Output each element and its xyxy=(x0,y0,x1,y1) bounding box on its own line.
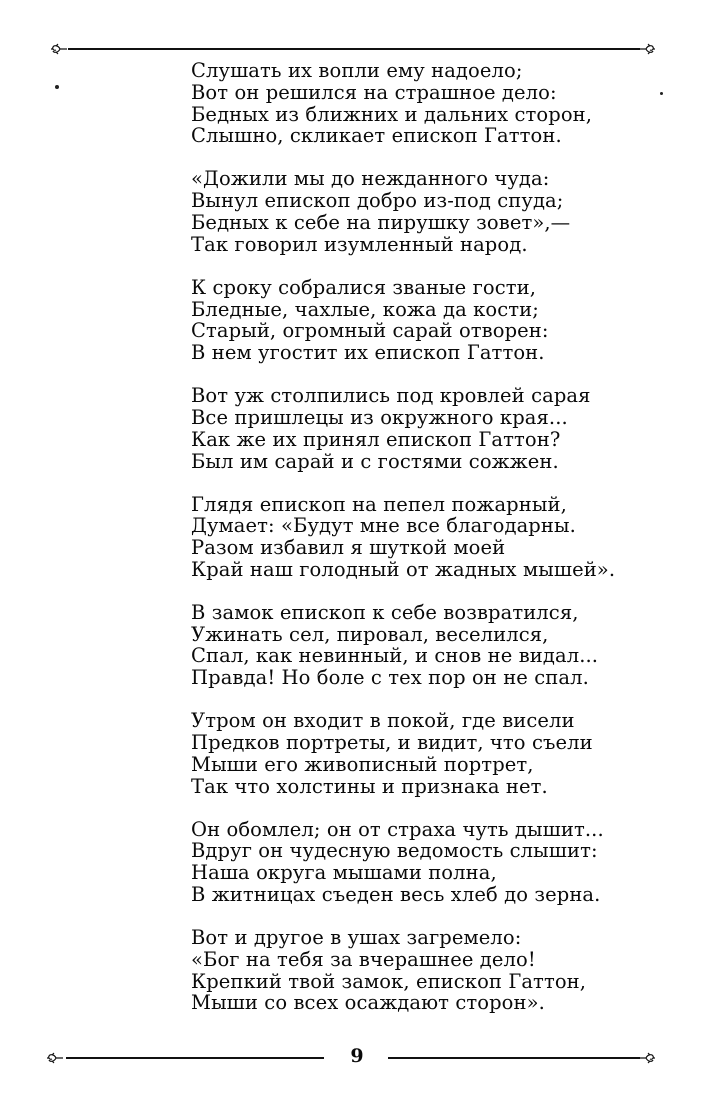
verse-line: В нем угостит их епископ Гаттон. xyxy=(191,341,545,365)
verse-line: Глядя епископ на пепел пожарный, xyxy=(191,492,567,516)
verse-line: Разом избавил я шуткой моей xyxy=(191,536,506,560)
stanza xyxy=(191,168,671,255)
stanza xyxy=(191,819,671,906)
verse-line: Был им сарай и с гостями сожжен. xyxy=(191,449,559,473)
stanza xyxy=(191,60,671,147)
verse-line: Правда! Но боле с тех пор он не спал. xyxy=(191,666,589,690)
print-speck xyxy=(55,85,59,89)
verse-line: Утром он входит в покой, где висели xyxy=(191,709,575,733)
verse-line: Мыши со всех осаждают сторон». xyxy=(191,991,545,1015)
stanza xyxy=(191,710,671,797)
verse-line: Как же их принял епископ Гаттон? xyxy=(191,427,561,451)
poem-text xyxy=(191,60,671,1035)
verse-line: Крепкий твой замок, епископ Гаттон, xyxy=(191,969,587,993)
verse-line: Бедных из ближних и дальних сторон, xyxy=(191,102,593,126)
stanza xyxy=(191,927,671,1014)
verse-line: Спал, как невинный, и снов не видал... xyxy=(191,644,599,668)
verse-line: Бледные, чахлые, кожа да кости; xyxy=(191,297,539,321)
page-number: 9 xyxy=(350,1045,364,1067)
bottom-rule-left xyxy=(66,1057,324,1059)
flourish-right-icon xyxy=(638,42,656,56)
flourish-right-icon xyxy=(638,1051,656,1065)
verse-line: Вдруг он чудесную ведомость слышит: xyxy=(191,839,598,863)
verse-line: Старый, огромный сарай отворен: xyxy=(191,319,549,343)
flourish-left-icon xyxy=(46,1051,64,1065)
stanza xyxy=(191,277,671,364)
verse-line: Вынул епископ добро из-под спуда; xyxy=(191,189,564,213)
top-rule xyxy=(68,48,640,50)
verse-line: В замок епископ к себе возвратился, xyxy=(191,600,579,624)
verse-line: Слышно, скликает епископ Гаттон. xyxy=(191,124,562,148)
verse-line: Вот он решился на страшное дело: xyxy=(191,80,557,104)
verse-line: К сроку собралися званые гости, xyxy=(191,275,537,299)
verse-line: Вот уж столпились под кровлей сарая xyxy=(191,384,591,408)
flourish-left-icon xyxy=(50,42,68,56)
verse-line: Думает: «Будут мне все благодарны. xyxy=(191,514,576,538)
verse-line: Бедных к себе на пирушку зовет»,— xyxy=(191,210,571,234)
verse-line: Так что холстины и признака нет. xyxy=(191,774,548,798)
verse-line: Наша округа мышами полна, xyxy=(191,861,497,885)
stanza xyxy=(191,602,671,689)
verse-line: Все пришлецы из окружного края... xyxy=(191,405,568,429)
verse-line: Так говорил изумленный народ. xyxy=(191,232,528,256)
verse-line: Ужинать сел, пировал, веселился, xyxy=(191,622,549,646)
bottom-rule-right xyxy=(388,1057,640,1059)
verse-line: Край наш голодный от жадных мышей». xyxy=(191,557,616,581)
verse-line: Предков портреты, и видит, что съели xyxy=(191,731,593,755)
verse-line: В житницах съеден весь хлеб до зерна. xyxy=(191,883,601,907)
stanza xyxy=(191,494,671,581)
verse-line: Он обомлел; он от страха чуть дышит... xyxy=(191,817,604,841)
verse-line: Вот и другое в ушах загремело: xyxy=(191,926,522,949)
verse-line: Слушать их вопли ему надоело; xyxy=(191,59,523,82)
stanza xyxy=(191,385,671,472)
verse-line: «Бог на тебя за вчерашнее дело! xyxy=(191,947,536,971)
verse-line: Мыши его живописный портрет, xyxy=(191,752,534,776)
verse-line: «Дожили мы до нежданного чуда: xyxy=(191,167,550,191)
